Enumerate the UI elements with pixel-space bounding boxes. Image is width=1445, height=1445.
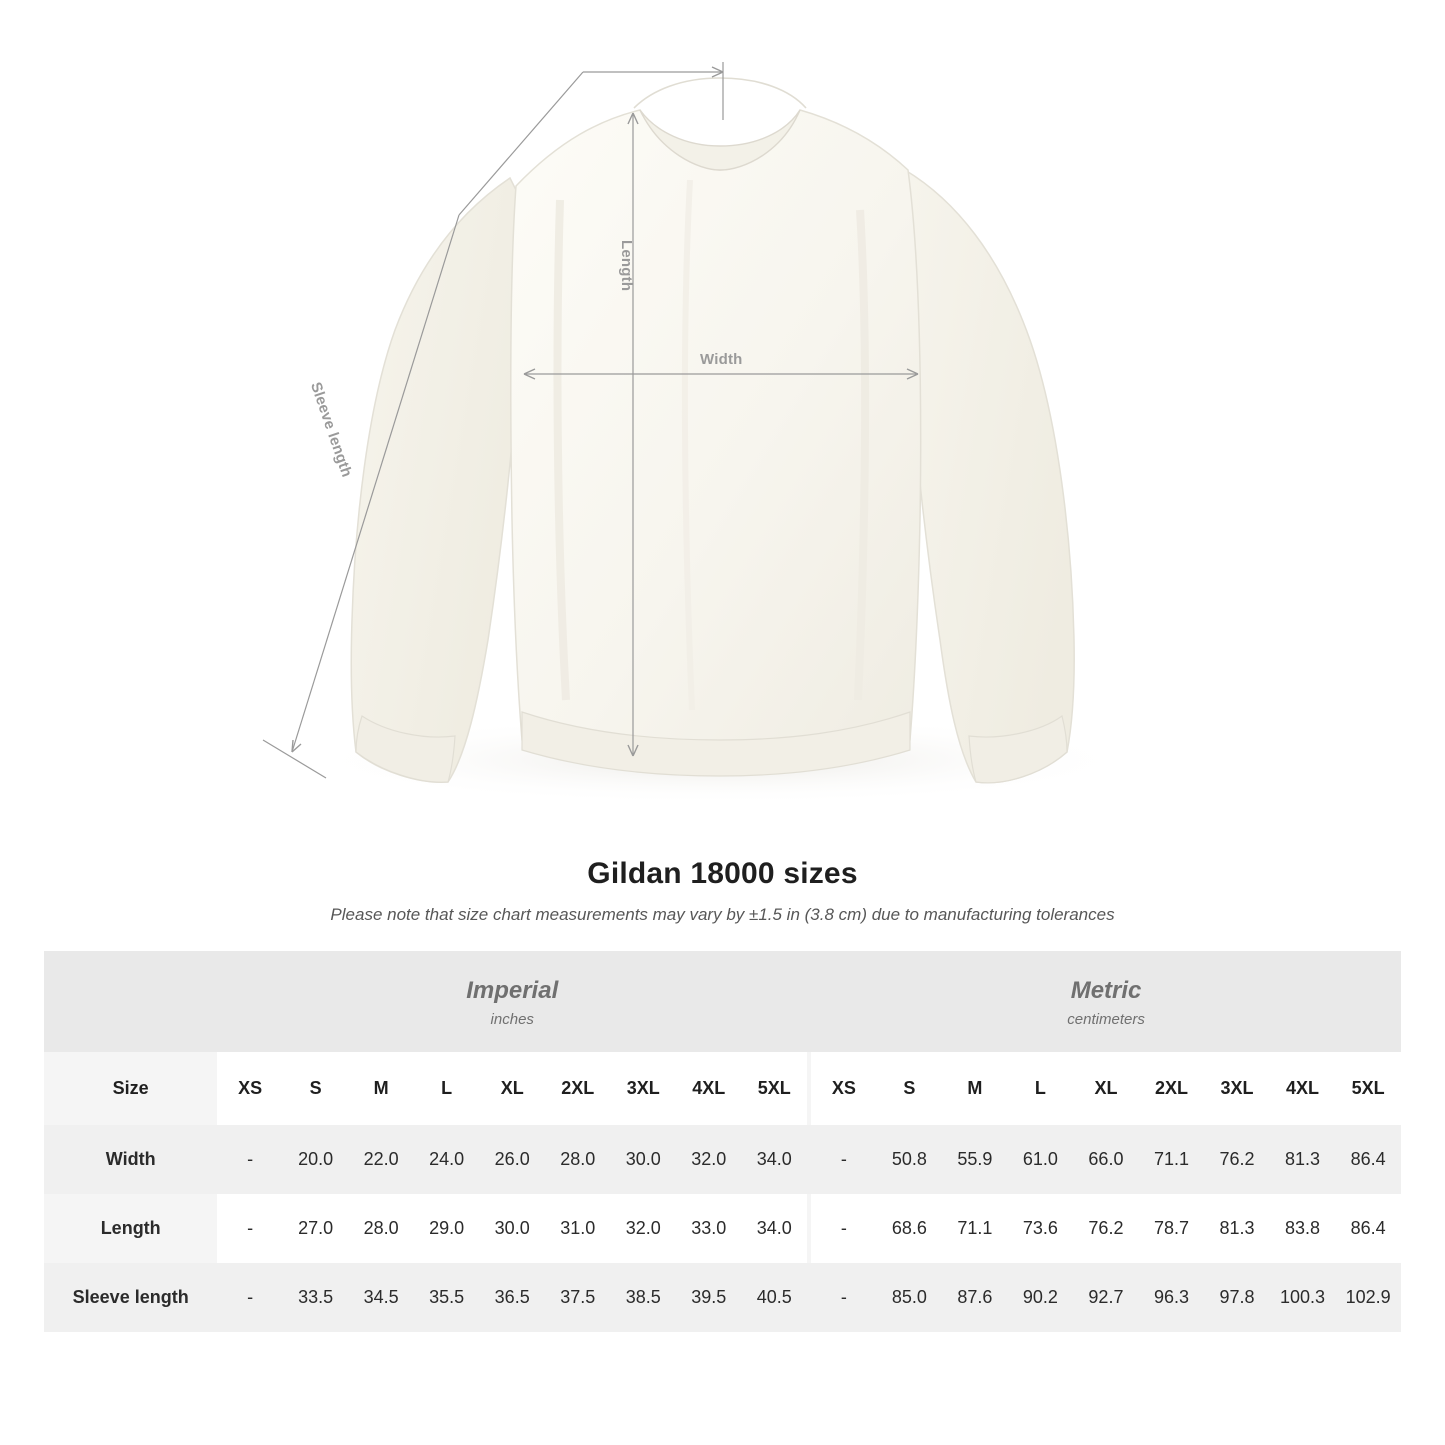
cell-sleeve-metric-2: 87.6	[942, 1263, 1008, 1332]
cell-width-imperial-2: 22.0	[348, 1125, 414, 1194]
cell-width-metric-2: 55.9	[942, 1125, 1008, 1194]
size-header-imperial-5: 2XL	[545, 1052, 611, 1125]
cell-sleeve-metric-7: 100.3	[1270, 1263, 1336, 1332]
tolerance-note: Please note that size chart measurements may vary by ±1.5 in (3.8 cm) due to manufacturing tolerances	[330, 905, 1115, 924]
cell-width-metric-6: 76.2	[1204, 1125, 1270, 1194]
size-header-metric-0: XS	[811, 1052, 877, 1125]
cell-length-metric-0: -	[811, 1194, 877, 1263]
cell-width-metric-7: 81.3	[1270, 1125, 1336, 1194]
cell-length-metric-8: 86.4	[1335, 1194, 1401, 1263]
size-header-label: Size	[44, 1052, 217, 1125]
cell-width-imperial-0: -	[217, 1125, 283, 1194]
row-label-sleeve-length: Sleeve length	[44, 1263, 217, 1332]
cell-width-metric-3: 61.0	[1008, 1125, 1074, 1194]
cell-length-imperial-8: 34.0	[742, 1194, 808, 1263]
metric-unit-sub: centimeters	[1067, 1011, 1145, 1028]
cell-sleeve-metric-6: 97.8	[1204, 1263, 1270, 1332]
sleeve-length-dimension-label: Sleeve length	[306, 380, 356, 480]
cell-width-imperial-1: 20.0	[283, 1125, 349, 1194]
size-header-metric-8: 5XL	[1335, 1052, 1401, 1125]
table-row	[44, 1125, 1401, 1194]
metric-unit-name: Metric	[1070, 977, 1142, 1004]
cell-length-imperial-3: 29.0	[414, 1194, 480, 1263]
size-header-imperial-7: 4XL	[676, 1052, 742, 1125]
cell-sleeve-imperial-7: 39.5	[676, 1263, 742, 1332]
cell-width-metric-5: 71.1	[1139, 1125, 1205, 1194]
cell-length-imperial-0: -	[217, 1194, 283, 1263]
size-header-imperial-4: XL	[479, 1052, 545, 1125]
table-row	[44, 1194, 1401, 1263]
size-header-metric-3: L	[1008, 1052, 1074, 1125]
cell-sleeve-imperial-6: 38.5	[610, 1263, 676, 1332]
cell-length-metric-1: 68.6	[877, 1194, 943, 1263]
row-label-width: Width	[44, 1125, 217, 1194]
cell-length-imperial-5: 31.0	[545, 1194, 611, 1263]
imperial-unit-sub: inches	[490, 1011, 534, 1028]
cell-sleeve-imperial-4: 36.5	[479, 1263, 545, 1332]
cell-sleeve-metric-0: -	[811, 1263, 877, 1332]
cell-sleeve-imperial-3: 35.5	[414, 1263, 480, 1332]
imperial-unit-name: Imperial	[466, 977, 559, 1004]
size-header-metric-1: S	[877, 1052, 943, 1125]
metric-header-cell	[811, 951, 1401, 1052]
size-header-imperial-0: XS	[217, 1052, 283, 1125]
unit-header-spacer	[44, 951, 217, 1052]
cell-sleeve-metric-8: 102.9	[1335, 1263, 1401, 1332]
cell-length-metric-6: 81.3	[1204, 1194, 1270, 1263]
cell-width-imperial-6: 30.0	[610, 1125, 676, 1194]
cell-sleeve-imperial-5: 37.5	[545, 1263, 611, 1332]
cell-width-metric-4: 66.0	[1073, 1125, 1139, 1194]
table-row	[44, 1263, 1401, 1332]
cell-sleeve-metric-5: 96.3	[1139, 1263, 1205, 1332]
cell-width-metric-8: 86.4	[1335, 1125, 1401, 1194]
cell-sleeve-imperial-0: -	[217, 1263, 283, 1332]
cell-width-metric-0: -	[811, 1125, 877, 1194]
unit-header-row	[44, 951, 1401, 1052]
length-dimension-label: Length	[618, 240, 635, 292]
size-header-row	[44, 1052, 1401, 1125]
size-header-imperial-8: 5XL	[742, 1052, 808, 1125]
cell-length-metric-7: 83.8	[1270, 1194, 1336, 1263]
title-block	[0, 857, 1445, 925]
cell-sleeve-imperial-2: 34.5	[348, 1263, 414, 1332]
cell-length-metric-5: 78.7	[1139, 1194, 1205, 1263]
cell-sleeve-metric-3: 90.2	[1008, 1263, 1074, 1332]
cell-width-imperial-8: 34.0	[742, 1125, 808, 1194]
cell-length-imperial-6: 32.0	[610, 1194, 676, 1263]
size-table	[44, 951, 1401, 1332]
cell-width-imperial-3: 24.0	[414, 1125, 480, 1194]
cell-width-imperial-5: 28.0	[545, 1125, 611, 1194]
row-label-length: Length	[44, 1194, 217, 1263]
imperial-header-cell	[217, 951, 807, 1052]
page-title: Gildan 18000 sizes	[587, 857, 858, 890]
size-header-metric-2: M	[942, 1052, 1008, 1125]
cell-width-imperial-7: 32.0	[676, 1125, 742, 1194]
size-header-imperial-6: 3XL	[610, 1052, 676, 1125]
size-header-metric-7: 4XL	[1270, 1052, 1336, 1125]
cell-length-metric-4: 76.2	[1073, 1194, 1139, 1263]
size-header-imperial-2: M	[348, 1052, 414, 1125]
width-dimension-label: Width	[700, 351, 743, 368]
size-header-metric-6: 3XL	[1204, 1052, 1270, 1125]
cell-sleeve-imperial-8: 40.5	[742, 1263, 808, 1332]
cell-sleeve-metric-4: 92.7	[1073, 1263, 1139, 1332]
cell-length-imperial-1: 27.0	[283, 1194, 349, 1263]
cell-length-metric-3: 73.6	[1008, 1194, 1074, 1263]
size-table-wrapper	[44, 951, 1401, 1332]
size-header-metric-5: 2XL	[1139, 1052, 1205, 1125]
size-header-metric-4: XL	[1073, 1052, 1139, 1125]
cell-sleeve-metric-1: 85.0	[877, 1263, 943, 1332]
cell-width-metric-1: 50.8	[877, 1125, 943, 1194]
cell-sleeve-imperial-1: 33.5	[283, 1263, 349, 1332]
size-header-imperial-3: L	[414, 1052, 480, 1125]
cell-length-metric-2: 71.1	[942, 1194, 1008, 1263]
cell-length-imperial-7: 33.0	[676, 1194, 742, 1263]
cell-length-imperial-2: 28.0	[348, 1194, 414, 1263]
cell-length-imperial-4: 30.0	[479, 1194, 545, 1263]
size-header-imperial-1: S	[283, 1052, 349, 1125]
cell-width-imperial-4: 26.0	[479, 1125, 545, 1194]
